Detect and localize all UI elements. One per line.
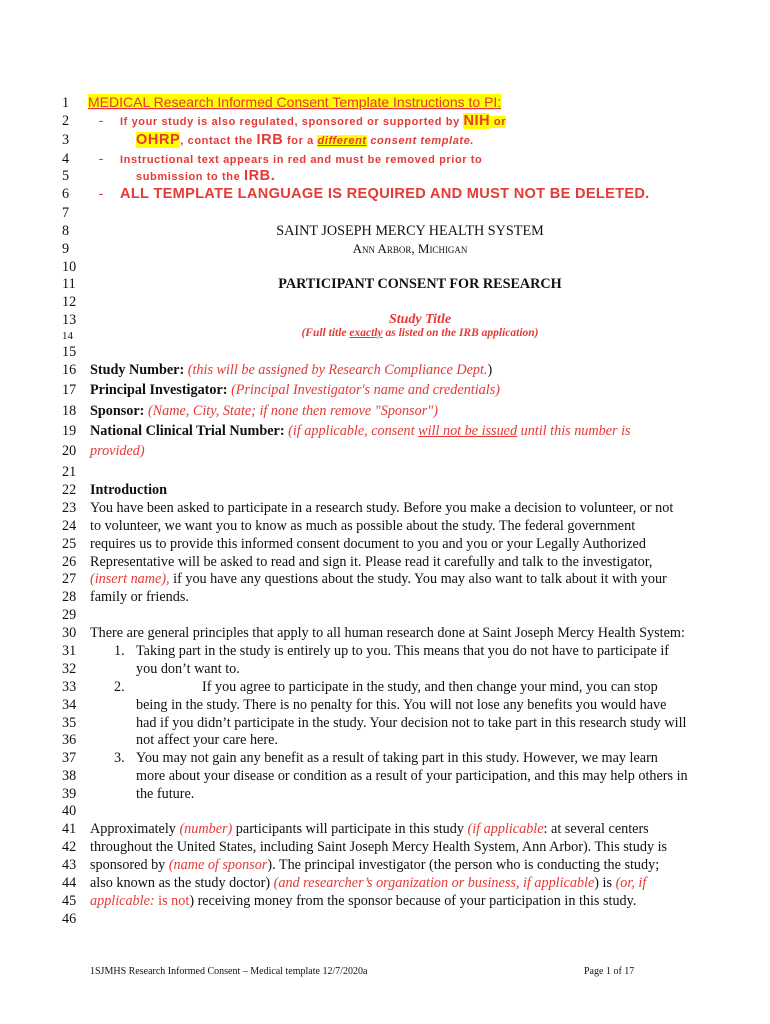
study-number-label: Study Number: <box>90 362 185 378</box>
participants-text: also known as the study doctor) <box>90 875 274 891</box>
note-exactly: exactly <box>349 327 383 339</box>
principle-item-3-cont <box>62 786 194 803</box>
principle-item-1-cont <box>62 661 240 678</box>
line-number: 25 <box>62 536 77 552</box>
nct-value: (if applicable, consent <box>288 423 419 439</box>
line-number: 12 <box>62 294 77 310</box>
intro-text: family or friends. <box>90 589 189 605</box>
nct-value: provided) <box>90 443 145 459</box>
principle-text: the future. <box>136 786 195 802</box>
is-not-placeholder: is not <box>154 893 190 909</box>
blank-line <box>62 607 90 624</box>
page-number: Page 1 of 17 <box>584 966 635 977</box>
list-number: 3. <box>114 750 125 766</box>
instruction-item-1 <box>62 113 506 131</box>
instruction-item-2-cont <box>62 168 275 186</box>
line-number: 10 <box>62 259 77 275</box>
intro-text: Representative will be asked to read and sign it. Please read it carefully and talk to the investigator, <box>90 554 653 570</box>
participants-text: throughout the United States, including Saint Joseph Mercy Health System, Ann Arbor). This study is <box>90 839 668 855</box>
blank-line <box>62 205 90 222</box>
intro-heading-line <box>62 482 167 499</box>
line-number: 32 <box>62 661 77 677</box>
intro-text: to volunteer, we want you to know as much as possible about the study. The federal government <box>90 518 636 534</box>
document-title: PARTICIPANT CONSENT FOR RESEARCH <box>278 276 562 292</box>
line-number: 38 <box>62 768 77 784</box>
study-title-note <box>100 327 740 339</box>
blank-line <box>62 803 90 820</box>
blank-line <box>62 911 90 928</box>
line-number: 20 <box>62 443 77 459</box>
line-number: 16 <box>62 362 77 378</box>
intro-line <box>62 518 635 535</box>
note-text: as listed on the IRB application) <box>382 327 539 339</box>
line-number: 29 <box>62 607 77 623</box>
participants-text: participants will participate in this study <box>232 821 468 837</box>
line-number: 6 <box>62 186 70 202</box>
principle-text: You may not gain any benefit as a result of taking part in this study. However, we may learn <box>136 750 658 766</box>
instruction-item-2 <box>62 151 482 169</box>
intro-line <box>62 554 652 571</box>
principle-text: not affect your care here. <box>136 732 278 748</box>
principle-item-2-cont <box>62 697 666 714</box>
note-text: (Full title <box>301 327 350 339</box>
line-number: 11 <box>62 276 76 292</box>
line-14 <box>62 328 90 345</box>
line-number: 5 <box>62 168 70 184</box>
organization-placeholder: (and researcher’s organization or business, if applicable <box>273 875 595 891</box>
line-number: 43 <box>62 857 77 873</box>
sponsor-label: Sponsor: <box>90 403 145 419</box>
instruction-item-3 <box>62 186 650 203</box>
participants-text: : at several centers <box>543 821 649 837</box>
line-number: 40 <box>62 803 77 819</box>
line-number: 18 <box>62 403 77 419</box>
dash-bullet: - <box>98 151 104 167</box>
principle-item-2-cont <box>62 715 686 732</box>
principle-text: If you agree to participate in the study, and then change your mind, you can stop <box>202 679 658 695</box>
line-number: 19 <box>62 423 77 439</box>
pi-label: Principal Investigator: <box>90 382 228 398</box>
instruction-text: for a <box>283 135 318 147</box>
line-number: 45 <box>62 893 77 909</box>
dash-bullet: - <box>98 186 104 202</box>
line-11 <box>62 276 90 293</box>
line-number: 27 <box>62 571 77 587</box>
study-number-line <box>62 362 492 379</box>
instruction-item-1-cont <box>62 132 474 150</box>
line-number: 41 <box>62 821 77 837</box>
line-number: 9 <box>62 241 70 257</box>
instruction-text: Instructional text appears in red and must be removed prior to <box>120 154 483 166</box>
line-number: 36 <box>62 732 77 748</box>
line-number: 42 <box>62 839 77 855</box>
instruction-text: If your study is also regulated, sponsored or supported by <box>120 116 464 128</box>
irb-text: IRB. <box>243 168 276 184</box>
principle-text: being in the study. There is no penalty for this. You will not lose any benefits you would have <box>136 697 667 713</box>
pi-value: (Principal Investigator's name and credentials) <box>231 382 500 398</box>
principle-item-3 <box>62 750 658 767</box>
nih-text: NIH <box>463 113 491 129</box>
participants-line <box>62 839 667 856</box>
nct-value: until this number is <box>517 423 631 439</box>
ohrp-text: OHRP <box>136 132 181 148</box>
line-number: 8 <box>62 223 70 239</box>
dash-bullet: - <box>98 113 104 129</box>
instruction-text: or <box>490 116 507 128</box>
line-13 <box>62 312 90 329</box>
instruction-text: submission to the <box>136 171 244 183</box>
line-number: 33 <box>62 679 77 695</box>
line-number: 21 <box>62 464 77 480</box>
line-number: 15 <box>62 344 77 360</box>
footer-left: 1SJMHS Research Informed Consent – Medical template 12/7/2020a <box>90 966 368 977</box>
line-number: 7 <box>62 205 70 221</box>
line-8 <box>62 223 90 240</box>
sponsor-value: (Name, City, State; if none then remove "Sponsor") <box>147 403 438 419</box>
line-number: 14 <box>62 330 73 342</box>
irb-text: IRB <box>256 132 284 148</box>
intro-heading: Introduction <box>90 482 167 498</box>
investigator-placeholder: (insert name), <box>90 571 170 587</box>
paren-close: ) <box>487 362 493 378</box>
line-number: 39 <box>62 786 77 802</box>
line-number: 2 <box>62 113 70 129</box>
principle-item-2 <box>62 679 658 696</box>
intro-text: requires us to provide this informed consent document to you and you or your Legally Authorized <box>90 536 646 552</box>
line-number: 44 <box>62 875 77 891</box>
intro-line <box>62 571 667 588</box>
applicable-placeholder: applicable: <box>90 893 155 909</box>
principles-lead-line <box>62 625 685 642</box>
intro-text: You have been asked to participate in a research study. Before you make a decision to volunteer, or not <box>90 500 674 516</box>
participants-line <box>62 875 646 892</box>
line-number: 13 <box>62 312 77 328</box>
participants-text: ) receiving money from the sponsor because of your participation in this study. <box>189 893 637 909</box>
study-number-value: (this will be assigned by Research Compliance Dept. <box>187 362 488 378</box>
line-number: 35 <box>62 715 77 731</box>
number-placeholder: (number) <box>179 821 233 837</box>
intro-line <box>62 500 673 517</box>
nct-label: National Clinical Trial Number: <box>90 423 285 439</box>
nct-line-cont <box>62 443 145 460</box>
instruction-text: , contact the <box>180 135 257 147</box>
participants-text: ). The principal investigator (the person who is conducting the study; <box>267 857 660 873</box>
line-number: 37 <box>62 750 77 766</box>
participants-line <box>62 821 649 838</box>
if-applicable-placeholder: (if applicable <box>467 821 544 837</box>
list-number: 2. <box>114 679 125 695</box>
blank-line <box>62 259 90 276</box>
intro-text: if you have any questions about the study. You may also want to talk about it with your <box>169 571 667 587</box>
line-number: 30 <box>62 625 77 641</box>
line-9 <box>62 241 90 258</box>
principle-item-1 <box>62 643 669 660</box>
principle-text: Taking part in the study is entirely up to you. This means that you do not have to participate if <box>136 643 670 659</box>
study-title: Study Title <box>388 312 452 327</box>
line-number: 31 <box>62 643 77 659</box>
line-number: 28 <box>62 589 77 605</box>
line-number: 34 <box>62 697 77 713</box>
sponsor-line <box>62 403 438 420</box>
participants-text: sponsored by <box>90 857 169 873</box>
principle-item-2-cont <box>62 732 278 749</box>
blank-line <box>62 294 90 311</box>
line-number: 3 <box>62 132 70 148</box>
intro-line <box>62 536 646 553</box>
pi-line <box>62 382 500 399</box>
instructions-title-line <box>62 94 501 112</box>
different-text: different <box>317 135 367 147</box>
line-number: 23 <box>62 500 77 516</box>
blank-line <box>62 464 90 481</box>
principles-lead: There are general principles that apply to all human research done at Saint Joseph Mercy Health System: <box>90 625 685 641</box>
participants-text: ) is <box>594 875 616 891</box>
organization-name: SAINT JOSEPH MERCY HEALTH SYSTEM <box>276 223 544 239</box>
participants-text: Approximately <box>90 821 180 837</box>
list-number: 1. <box>114 643 125 659</box>
line-number: 17 <box>62 382 77 398</box>
line-number: 24 <box>62 518 77 534</box>
nct-value-underlined: will not be issued <box>418 423 518 439</box>
sponsor-placeholder: (name of sponsor <box>168 857 268 873</box>
nct-line <box>62 423 631 440</box>
principle-item-3-cont <box>62 768 688 785</box>
participants-line <box>62 893 636 910</box>
participants-line <box>62 857 659 874</box>
line-number: 4 <box>62 151 70 167</box>
or-placeholder: (or, if <box>615 875 647 891</box>
blank-line <box>62 344 90 361</box>
instruction-text: consent template. <box>366 135 475 147</box>
organization-location: Ann Arbor, Michigan <box>352 241 468 256</box>
instructions-title: MEDICAL Research Informed Consent Template Instructions to PI: <box>88 94 502 110</box>
instruction-required-text: ALL TEMPLATE LANGUAGE IS REQUIRED AND MUST NOT BE DELETED. <box>120 186 650 202</box>
intro-line <box>62 589 189 606</box>
line-number: 26 <box>62 554 77 570</box>
principle-text: more about your disease or condition as a result of your participation, and this may help others in <box>136 768 688 784</box>
line-number: 22 <box>62 482 77 498</box>
line-number: 46 <box>62 911 77 927</box>
line-number: 1 <box>62 95 70 111</box>
principle-text: you don’t want to. <box>136 661 240 677</box>
principle-text: had if you didn’t participate in the study. Your decision not to take part in this research study will <box>136 715 687 731</box>
